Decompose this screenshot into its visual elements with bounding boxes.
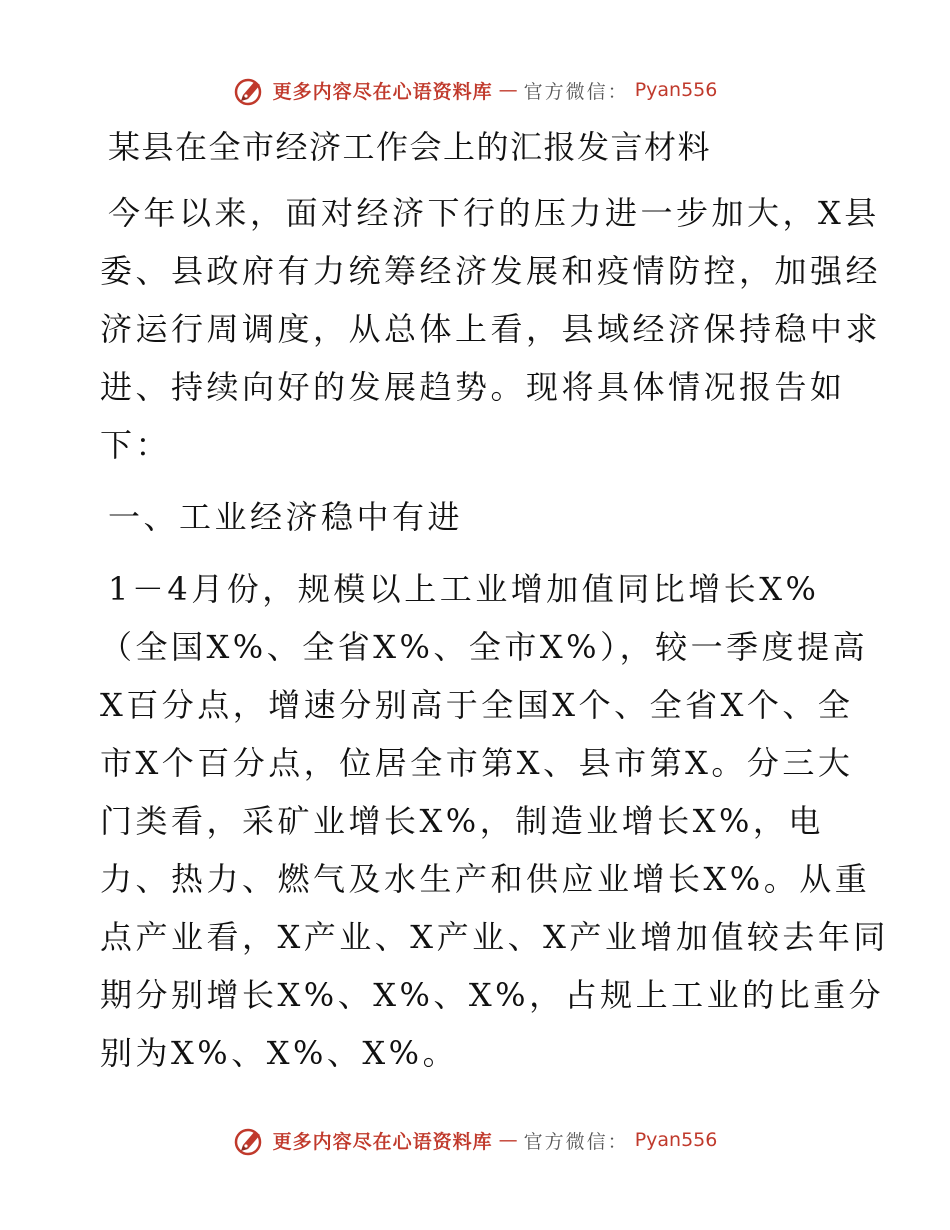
paragraph-line: 力、热力、燃气及水生产和供应业增长X%。从重 — [100, 860, 871, 898]
pen-nib-circle-icon — [233, 1123, 267, 1157]
watermark-sub: 官方微信： — [523, 80, 629, 103]
paragraph-line: 今年以来，面对经济下行的压力进一步加大，X县 — [108, 194, 880, 232]
paragraph-line: 市X个百分点，位居全市第X、县市第X。分三大 — [100, 744, 854, 782]
paragraph-line: 门类看，采矿业增长X%，制造业增长X%，电 — [100, 802, 824, 840]
pen-nib-circle-icon — [233, 73, 267, 107]
paragraph-line: 济运行周调度，从总体上看，县域经济保持稳中求 — [100, 310, 882, 348]
paragraph-line: 下： — [100, 426, 172, 464]
paragraph-line: 期分别增长X%、X%、X%，占规上工业的比重分 — [100, 976, 885, 1014]
paragraph-line: X百分点，增速分别高于全国X个、全省X个、全 — [100, 686, 854, 724]
watermark-wechat-id: Pyan556 — [634, 79, 718, 101]
paragraph-line: 1－4月份，规模以上工业增加值同比增长X% — [108, 570, 820, 608]
paragraph-line: 点产业看，X产业、X产业、X产业增加值较去年同 — [100, 918, 889, 956]
watermark-text: 更多内容尽在心语资料库 — [272, 1130, 493, 1153]
header-watermark — [0, 70, 950, 110]
document-body — [100, 118, 889, 1096]
paragraph-line: 进、持续向好的发展趋势。现将具体情况报告如 — [100, 368, 846, 406]
watermark-dash: — — [498, 1129, 518, 1151]
footer-watermark — [0, 1120, 950, 1160]
watermark-wechat-id: Pyan556 — [634, 1129, 718, 1151]
section1-paragraph — [100, 560, 889, 1082]
document-title: 某县在全市经济工作会上的汇报发言材料 — [108, 128, 712, 166]
paragraph-line: 委、县政府有力统筹经济发展和疫情防控，加强经 — [100, 252, 882, 290]
intro-paragraph — [100, 184, 882, 474]
watermark-text: 更多内容尽在心语资料库 — [272, 80, 493, 103]
section-heading: 一、工业经济稳中有进 — [108, 498, 464, 536]
paragraph-line: （全国X%、全省X%、全市X%），较一季度提高 — [100, 628, 869, 666]
watermark-sub: 官方微信： — [523, 1130, 629, 1153]
watermark-dash: — — [498, 79, 518, 101]
paragraph-line: 别为X%、X%、X%。 — [100, 1034, 459, 1072]
